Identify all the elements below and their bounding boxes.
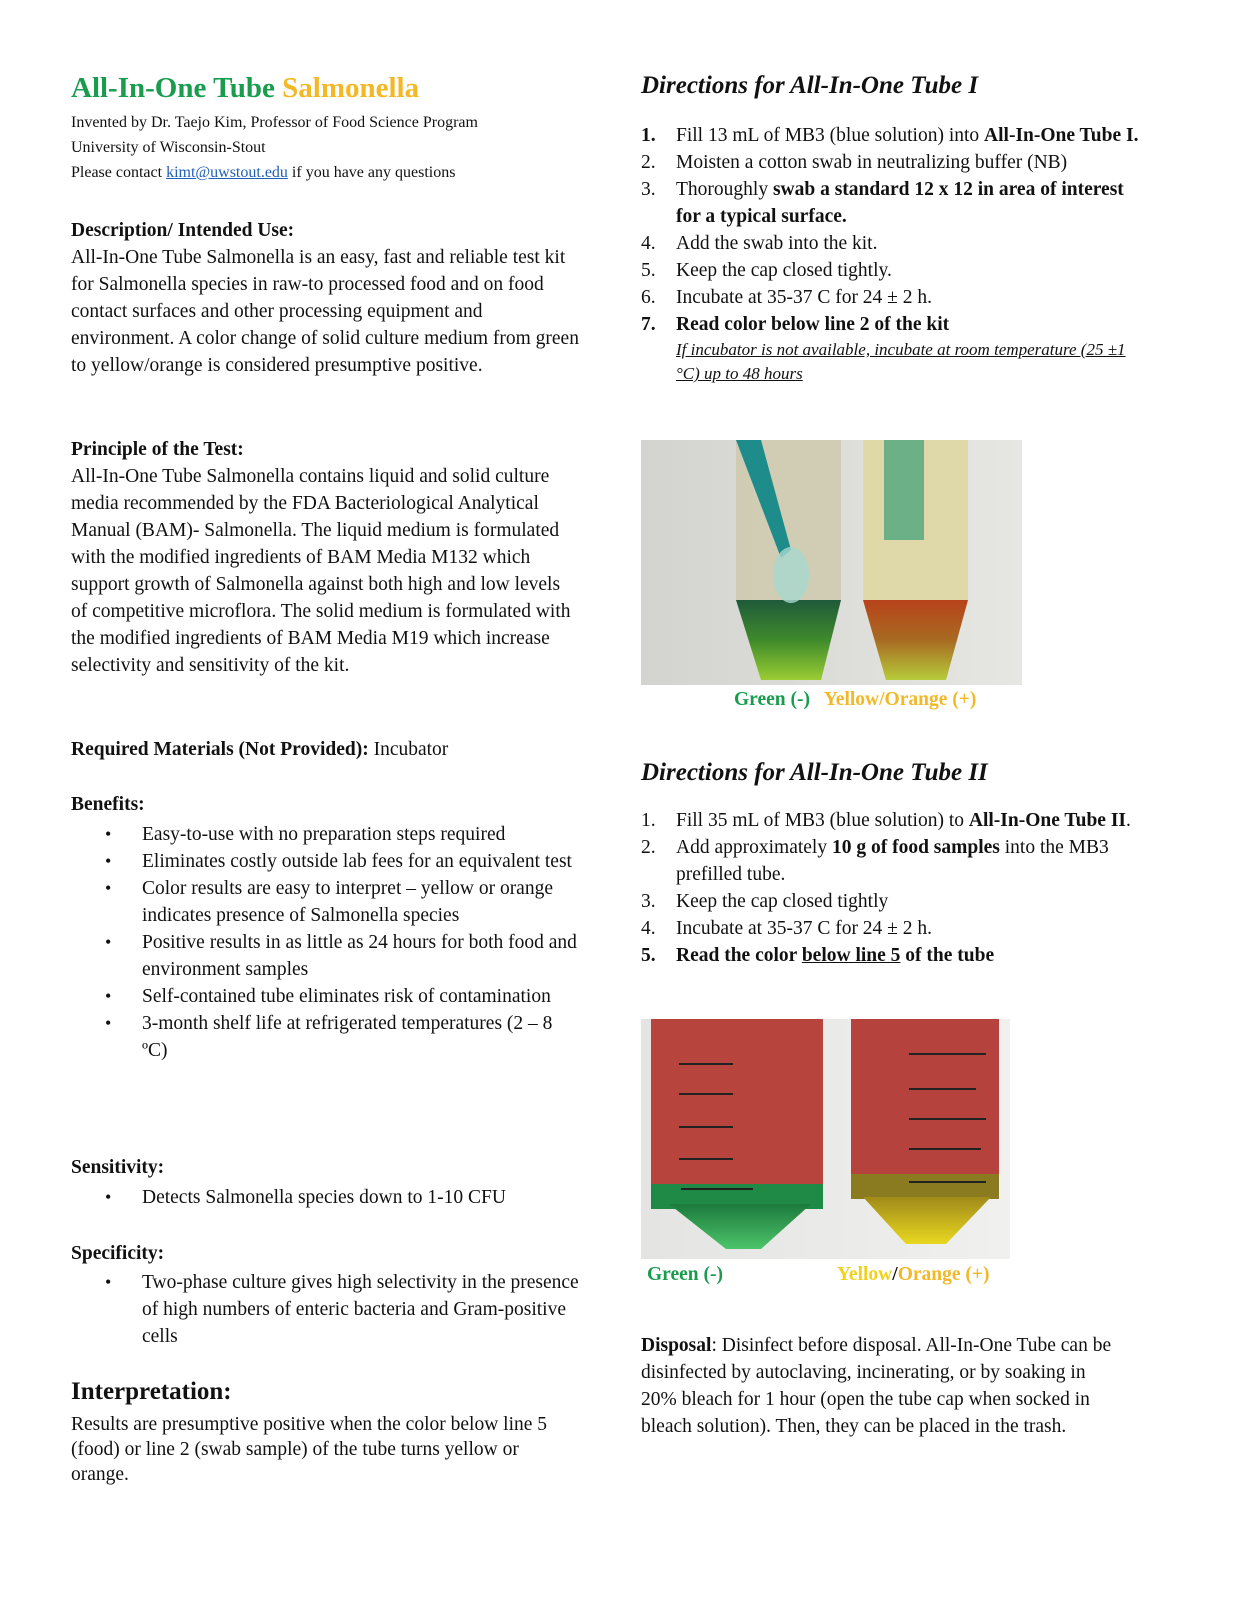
step-item: 2. Add approximately 10 g of food samples into the MB3 prefilled tube. — [641, 837, 1109, 885]
list-item: • 3-month shelf life at refrigerated temperatures (2 – 8 ºC) — [71, 1010, 581, 1064]
contact-email-link[interactable]: kimt@uwstout.edu — [166, 164, 288, 181]
step-item: 7. Read color below line 2 of the kit If incubator is not available, incubate at room temperature (25 ±1 °C) up to 48 hours — [641, 311, 1141, 386]
principle-heading: Principle of the Test: — [71, 439, 244, 460]
materials-heading: Required Materials (Not Provided): — [71, 739, 369, 760]
step-item: 1. Fill 13 mL of MB3 (blue solution) into All-In-One Tube I. — [641, 125, 1139, 146]
tube2-caption: Green (-) Yellow/Orange (+) — [647, 1264, 990, 1285]
tube2-illustration — [641, 1019, 1010, 1259]
tube1-illustration — [641, 440, 1022, 685]
title-yellow-part: Salmonella — [282, 72, 420, 104]
benefits-list — [71, 821, 581, 1064]
title-green-part: All-In-One Tube — [71, 72, 275, 104]
benefits-heading: Benefits: — [71, 794, 145, 815]
step-item: 3. Keep the cap closed tightly — [641, 891, 889, 912]
tube2-steps — [641, 807, 1141, 969]
step-item: 5. Read the color below line 5 of the tube — [641, 945, 995, 966]
tube1-photo — [641, 440, 1022, 685]
contact-line: Please contact kimt@uwstout.edu if you have any questions — [71, 164, 456, 181]
step-item: 1. Fill 35 mL of MB3 (blue solution) to All-In-One Tube II. — [641, 810, 1131, 831]
inventor-line: Invented by Dr. Taejo Kim, Professor of Food Science Program — [71, 114, 478, 131]
interpretation-body: Results are presumptive positive when the color below line 5 (food) or line 2 (swab sample) of the tube turns yellow or orange. — [71, 1414, 548, 1485]
step-item: 4. Add the swab into the kit. — [641, 233, 878, 254]
tube1-steps — [641, 122, 1141, 386]
list-item: • Eliminates costly outside lab fees for an equivalent test — [71, 848, 581, 875]
description-body: All-In-One Tube Salmonella is an easy, fast and reliable test kit for Salmonella species in raw-to processed food and on food contact surfaces and other processing equipment and environment. A color change of solid culture medium from green to yellow/orange is considered presumptive positive. — [71, 247, 579, 376]
header-meta — [71, 110, 478, 185]
step-item: 2. Moisten a cotton swab in neutralizing buffer (NB) — [641, 152, 1068, 173]
list-item: • Two-phase culture gives high selectivity in the presence of high numbers of enteric bacteria and Gram-positive cells — [71, 1269, 581, 1350]
list-item: • Self-contained tube eliminates risk of contamination — [71, 983, 581, 1010]
document-title — [71, 72, 419, 105]
principle-body: All-In-One Tube Salmonella contains liquid and solid culture media recommended by the FDA Bacteriological Analytical Manual (BAM)- Salmonella. The liquid medium is formulated with the modified ingredients of BAM Media M132 which support growth of Salmonella against both high and low levels of competitive microflora. The solid medium is formulated with the modified ingredients of BAM Media M19 which increase selectivity and sensitivity of the kit. — [71, 466, 571, 676]
sensitivity-list — [71, 1184, 581, 1211]
caption-negative: Green (-) — [647, 1264, 723, 1285]
step-item: 4. Incubate at 35-37 C for 24 ± 2 h. — [641, 918, 933, 939]
specificity-heading: Specificity: — [71, 1243, 165, 1264]
caption-positive: Yellow/Orange (+) — [823, 689, 977, 710]
principle-section — [71, 436, 581, 679]
disposal-heading: Disposal — [641, 1335, 712, 1356]
caption-yellow: Yellow — [837, 1264, 893, 1285]
tube1-caption — [734, 689, 976, 711]
list-item: • Positive results in as little as 24 hours for both food and environment samples — [71, 929, 581, 983]
caption-orange: Orange (+) — [897, 1264, 990, 1285]
specificity-list — [71, 1269, 581, 1350]
step-item: 5. Keep the cap closed tightly. — [641, 260, 892, 281]
list-item: • Easy-to-use with no preparation steps required — [71, 821, 581, 848]
university-line: University of Wisconsin-Stout — [71, 139, 266, 156]
tube1-heading: Directions for All-In-One Tube I — [641, 72, 979, 99]
materials-section — [71, 736, 581, 763]
list-item: • Detects Salmonella species down to 1-10 CFU — [71, 1184, 581, 1211]
list-item: • Color results are easy to interpret – yellow or orange indicates presence of Salmonella species — [71, 875, 581, 929]
step-item: 3. Thoroughly swab a standard 12 x 12 in area of interest for a typical surface. — [641, 179, 1124, 227]
incubator-note: If incubator is not available, incubate at room temperature (25 ±1 °C) up to 48 hours — [676, 340, 1126, 383]
sensitivity-heading: Sensitivity: — [71, 1157, 165, 1178]
description-section — [71, 217, 581, 379]
disposal-section — [641, 1332, 1121, 1440]
caption-negative: Green (-) — [734, 689, 810, 710]
interpretation-heading: Interpretation: — [71, 1378, 232, 1405]
tube2-photo — [641, 1019, 1010, 1259]
disposal-body: : Disinfect before disposal. All-In-One Tube can be disinfected by autoclaving, incinerating, or by soaking in 20% bleach for 1 hour (open the tube cap when socked in bleach solution). Then, they can be placed in the trash. — [641, 1335, 1112, 1437]
materials-value: Incubator — [368, 739, 449, 760]
tube2-heading: Directions for All-In-One Tube II — [641, 759, 988, 786]
step-item: 6. Incubate at 35-37 C for 24 ± 2 h. — [641, 287, 933, 308]
description-heading: Description/ Intended Use: — [71, 220, 295, 241]
